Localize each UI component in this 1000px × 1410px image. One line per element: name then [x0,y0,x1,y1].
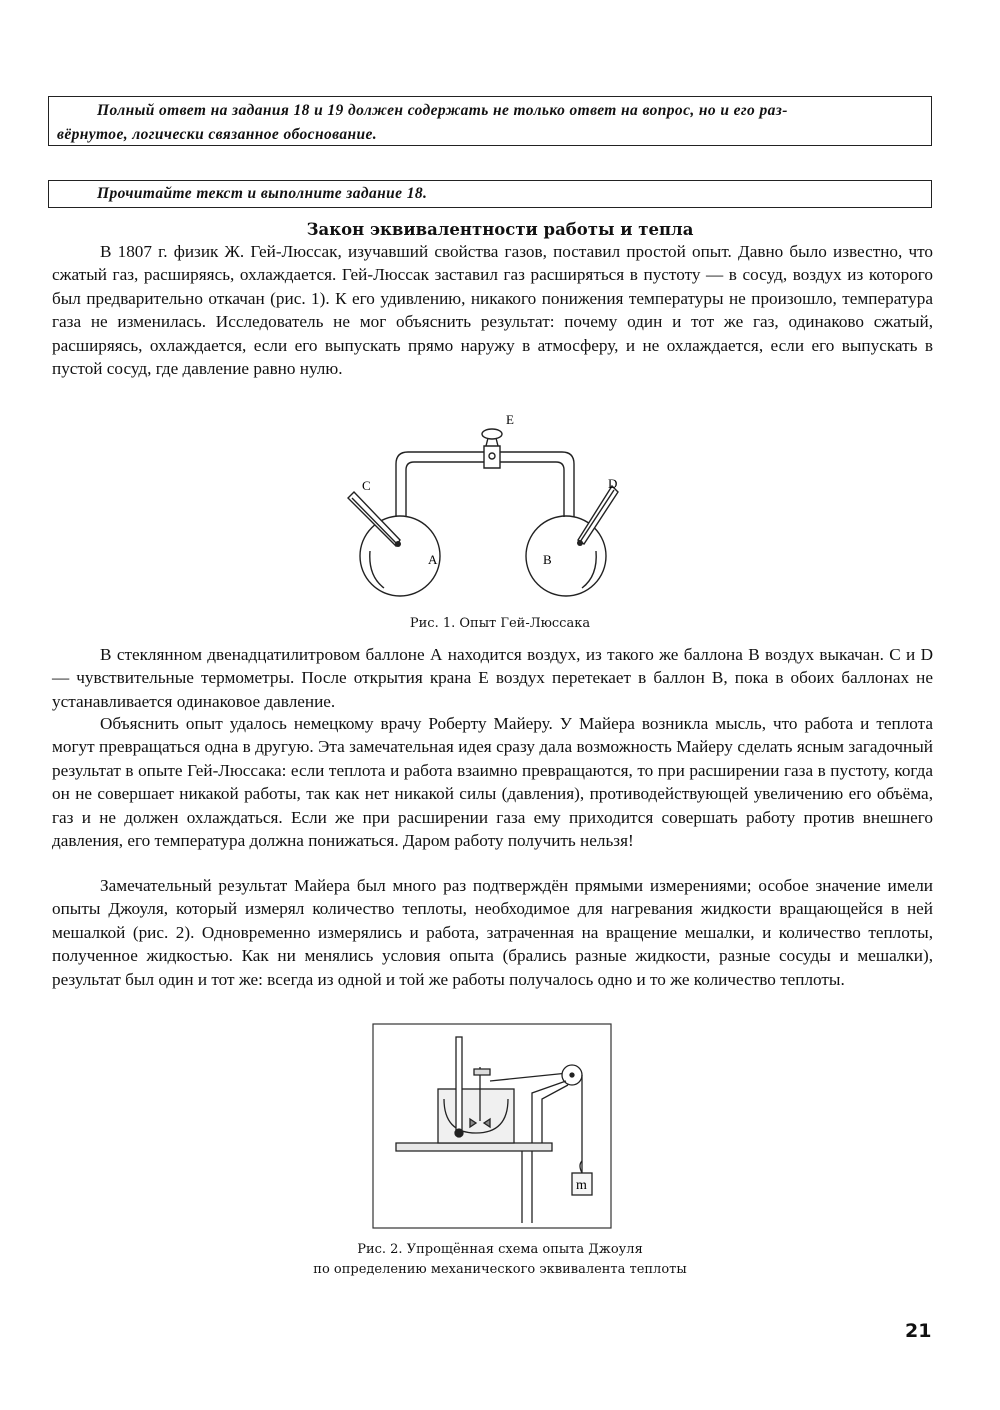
label-b: B [543,552,552,567]
figure-gay-lussac [340,406,660,616]
label-d: D [608,476,618,491]
label-c: C [362,478,371,493]
figure-2-caption-line-2: по определению механического эквивалента теплоты [313,1262,687,1277]
instruction-box [48,96,932,146]
article-title: Закон эквивалентности работы и тепла [306,220,694,239]
label-a: A [428,552,438,567]
figure-1-caption: Рис. 1. Опыт Гей-Люссака [409,616,591,631]
figure-2-caption-line-1: Рис. 2. Упрощённая схема опыта Джоуля [357,1242,643,1257]
label-e: E [506,412,514,427]
weight-label: m [576,1178,587,1193]
figure-2-caption [0,1240,1000,1280]
paragraph-2: В стеклянном двенадцатилитровом баллоне А находится воздух, из такого же баллона В воздух выкачан. C и D — чувствительные термометры. После открытия крана Е воздух перетекает в баллон В, пока в обоих баллонах не устанавливается одинаковое давление. [52,645,933,711]
figure-joule [372,1023,612,1229]
paragraph-3: Объяснить опыт удалось немецкому врачу Роберту Майеру. У Майера возникла мысль, что работа и теплота могут превращаться одна в другую. Эта замечательная идея сразу дала возможность Майеру сделать ясным загадочный результат в опыте Гей-Люссака: если теплота и работа взаимно превращаются, то при расширении газа в пустоту, когда он не совершает никакой работы, так как нет никакой силы (давления), противодействующей увеличению его объёма, газ и не должен охлаждаться. Если же при расширении газа ему приходится совершать работу против внешнего давления, его температура должна понижаться. Даром работу получить нельзя! [52,714,933,851]
page-number: 21 [905,1320,932,1342]
paragraph-4: Замечательный результат Майера был много раз подтверждён прямыми измерениями; особое значение имели опыты Джоуля, который измерял количество теплоты, необходимое для нагревания жидкости вращающейся в ней мешалкой (рис. 2). Одновременно измерялись и работа, затраченная на вращение мешалки, и количество теплоты, полученное жидкостью. Как ни менялись условия опыта (брались разные жидкости, разные сосуды и мешалки), результат был один и тот же: всегда из одной и той же работы получалось одно и то же количество теплоты. [52,876,933,989]
paragraph-1: В 1807 г. физик Ж. Гей-Люссак, изучавший свойства газов, поставил простой опыт. Давно было известно, что сжатый газ, расширяясь, охлаждается. Гей-Люссак заставил газ расширяться в пустоту — в сосуд, воздух из которого был предварительно откачан (рис. 1). К его удивлению, никакого понижения температуры не произошло, температура газа не изменилась. Исследователь не мог объяснить результат: почему один и тот же газ, одинаково сжатый, расширяясь, охлаждается, если его выпускать прямо наружу в атмосферу, и не охлаждается, если его выпускать в пустой сосуд, где давление равно нулю. [52,242,933,379]
task-box [48,180,932,208]
instruction-line-2: вёрнутое, логически связанное обоснование. [57,126,378,143]
task-text: Прочитайте текст и выполните задание 18. [97,185,428,202]
instruction-line-1: Полный ответ на задания 18 и 19 должен содержать не только ответ на вопрос, но и его раз- [97,102,788,119]
